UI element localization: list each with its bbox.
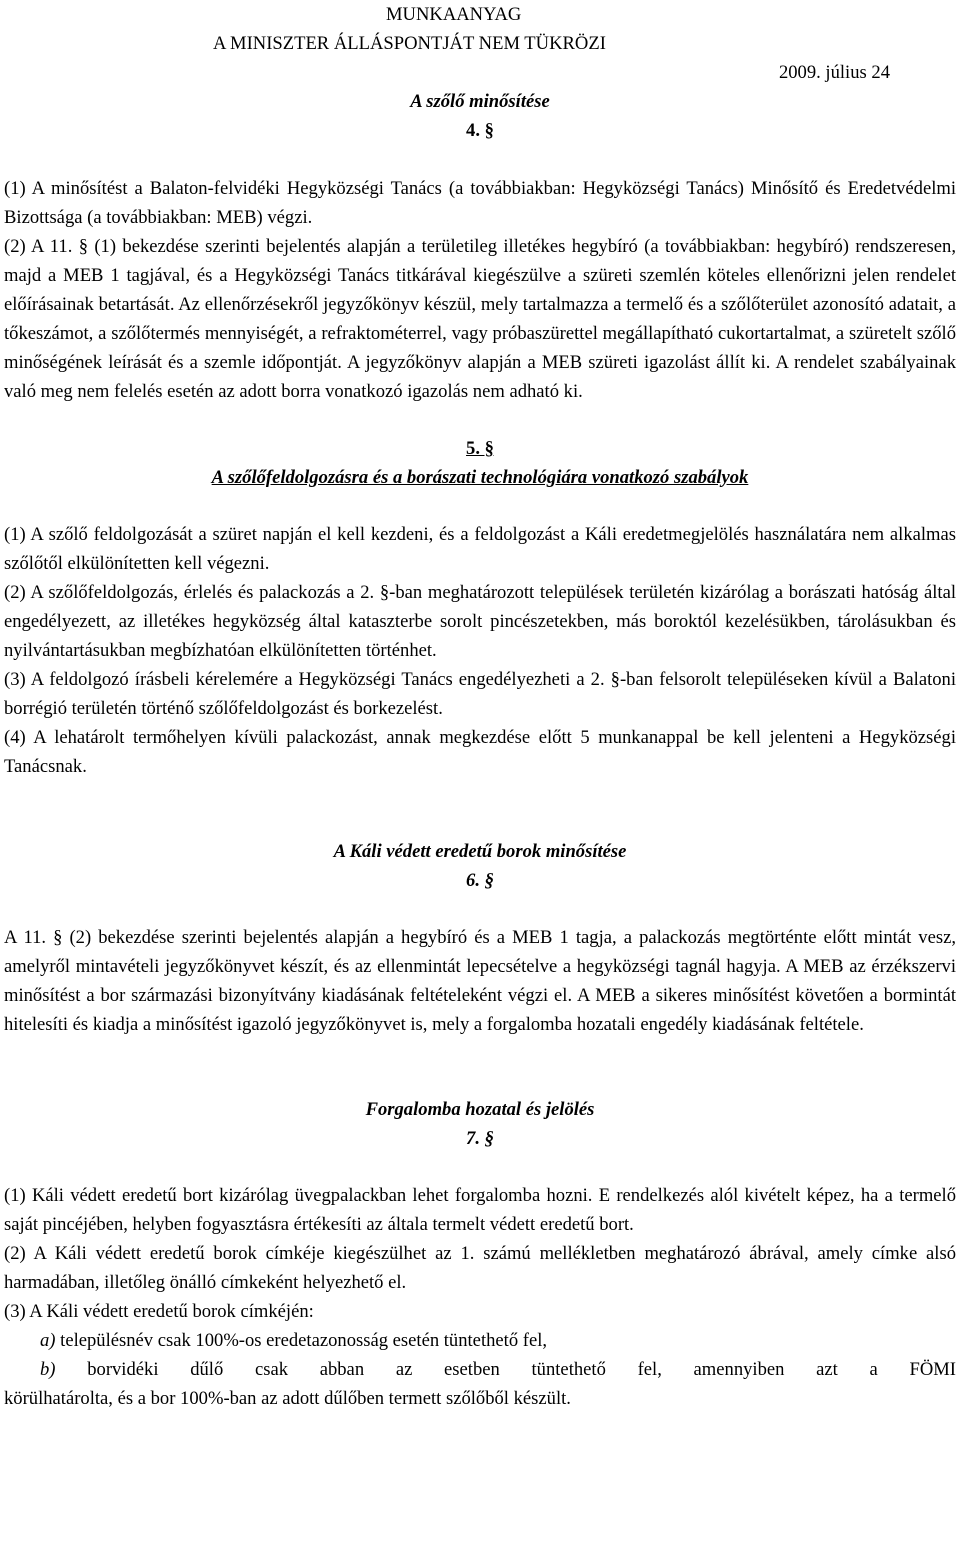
draft-watermark-line2: A MINISZTER ÁLLÁSPONTJÁT NEM TÜKRÖZI [213,33,606,54]
section-7-number: 7. § [466,1128,494,1149]
section-4-paragraph-2: (2) A 11. § (1) bekezdése szerinti bejelentés alapján a területileg illetékes hegybíró (a továbbiakban: hegybíró) rendszeresen, majd a MEB 1 tagjával, és a Hegyközségi Tanács titkárával kiegészülve a szüreti szemlén köteles ellenőrizni jelen rendelet előírásainak betartását. Az ellenőrzésekről jegyzőkönyv készül, mely tartalmazza a termelő és a szőlőterület azonosító adatait, a tőkeszámot, a szőlőtermés mennyiségét, a refraktométerrel, vagy próbaszürettel megállapítható cukortartalmat, a szüretelt szőlő minőségének leírását és a szemle időpontját. A jegyzőkönyv alapján a MEB szüreti igazolást állít ki. A rendelet szabályainak való meg nem felelés esetén az adott borra vonatkozó igazolás nem adható ki. [4,236,956,402]
section-6-title: A Káli védett eredetű borok minősítése [333,841,627,862]
section-5-paragraph-3: (3) A feldolgozó írásbeli kérelemére a Hegyközségi Tanács engedélyezheti a 2. §-ban felsorolt településeken kívül a Balatoni borrégió területén történő szőlőfeldolgozást és borkezelést. [4,669,956,719]
section-5-number: 5. § [466,438,494,459]
section-7-paragraph-1: (1) Káli védett eredetű bort kizárólag üvegpalackban lehet forgalomba hozni. E rendelkezés alól kivételt képez, ha a termelő saját pincéjében, helyben fogyasztásra értékesíti az általa termelt védett eredetű bort. [4,1185,956,1235]
section-4-number: 4. § [466,120,494,141]
section-5-paragraph-1: (1) A szőlő feldolgozását a szüret napján el kell kezdeni, és a feldolgozást a Káli eredetmegjelölés használatára nem alkalmas szőlőtől elkülönítetten kell végezni. [4,524,956,574]
document-date: 2009. július 24 [778,62,890,83]
list-item-b [4,1355,956,1384]
section-4-paragraph-1: (1) A minősítést a Balaton-felvidéki Hegyközségi Tanács (a továbbiakban: Hegyközségi Tanács) Minősítő és Eredetvédelmi Bizottsága (a továbbiakban: MEB) végzi. [4,178,956,228]
draft-header [4,0,956,29]
draft-watermark-line1: MUNKAANYAG [386,4,522,25]
draft-header-2 [4,29,956,58]
list-item-a-text: településnév csak 100%-os eredetazonosság esetén tüntethető fel, [60,1330,548,1351]
list-item-b-text: borvidéki dűlő csak abban az esetben tüntethető fel, amennyiben azt a FÖMI [87,1359,956,1380]
section-7-paragraph-3: (3) A Káli védett eredetű borok címkéjén: [4,1301,314,1322]
list-item-a [4,1326,956,1355]
section-7-title: Forgalomba hozatal és jelölés [365,1099,595,1120]
list-item-b-label: b) [40,1359,56,1380]
section-5-paragraph-4: (4) A lehatárolt termőhelyen kívüli palackozást, annak megkezdése előtt 5 munkanappal be kell jelenteni a Hegyközségi Tanácsnak. [4,727,956,777]
section-6-number: 6. § [466,870,494,891]
section-5-paragraph-2: (2) A szőlőfeldolgozás, érlelés és palackozás a 2. §-ban meghatározott települések területén kizárólag a borászati hatóság által engedélyezett, az illetékes hegyközség által kataszterbe sorolt pincészetekben, más boroktól kezelésükben, tárolásukban és nyilvántartásukban megbízhatóan elkülönítetten történhet. [4,582,956,661]
section-6-paragraph-1: A 11. § (2) bekezdése szerinti bejelentés alapján a hegybíró és a MEB 1 tagja, a palackozás megtörténte előtt mintát vesz, amelyről mintavételi jegyzőkönyvet készít, és az ellenmintát lepecsételve a hegyközségi tagnál hagyja. A MEB az érzékszervi minősítést a bor származási bizonyítvány kiadásának feltételeként végzi el. A MEB a sikeres minősítést követően a bormintát hitelesíti és kiadja a minősítést igazoló jegyzőkönyvet is, mely a forgalomba hozatali engedély kiadásának feltétele. [4,927,956,1035]
section-4-title: A szőlő minősítése [410,91,550,112]
section-5-title: A szőlőfeldolgozásra és a borászati technológiára vonatkozó szabályok [211,467,749,488]
list-item-a-label: a) [40,1330,56,1351]
section-7-paragraph-2: (2) A Káli védett eredetű borok címkéje kiegészülhet az 1. számú mellékletben meghatározó ábrával, amely címke alsó harmadában, illetőleg önálló címkeként helyezhető el. [4,1243,956,1293]
list-item-b-continuation: körülhatárolta, és a bor 100%-ban az adott dűlőben termett szőlőből készült. [4,1388,571,1409]
